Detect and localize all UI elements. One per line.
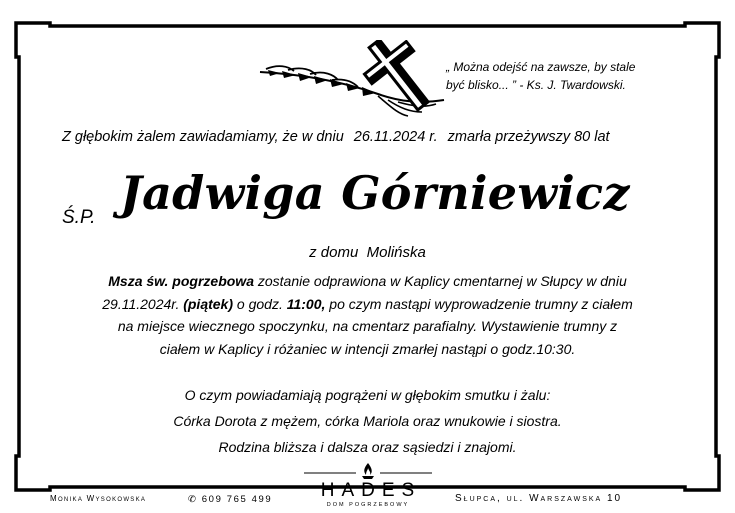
mourners [40, 382, 695, 460]
mourners-line-3: Rodzina bliższa i dalsza oraz sąsiedzi i znajomi. [218, 439, 517, 455]
funeral-day: (piątek) [183, 295, 234, 312]
funeral-home-logo [300, 462, 436, 512]
mass-line-4: ciałem w Kaplicy i różaniec w intencji zmarłej nastąpi o godz.10:30. [159, 340, 576, 357]
quote [446, 58, 686, 94]
deceased-name: Jadwiga Górniewicz [120, 166, 630, 220]
announcement-intro [62, 129, 702, 145]
flame-icon [300, 462, 436, 482]
funeral-home-address: Słupca, ul. Warszawska 10 [455, 493, 623, 504]
quote-line-1: „ Można odejść na zawsze, by stale [446, 60, 636, 74]
mass-line-2-mid: o godz. [233, 295, 287, 312]
maiden-name-line [0, 244, 735, 261]
mass-line-2-rest: po czym nastąpi wyprowadzenie trumny z ciałem [325, 295, 633, 312]
mourners-line-1: O czym powiadamiają pogrążeni w głębokim smutku i żalu: [184, 387, 551, 403]
death-date: 26.11.2024 r. [353, 129, 438, 145]
sp-prefix: Ś.P. [62, 207, 96, 228]
mourners-line-2: Córka Dorota z mężem, córka Mariola oraz wnukowie i siostra. [173, 413, 562, 429]
funeral-date: 29.11.2024r. [102, 295, 184, 312]
contact-phone: ✆ 609 765 499 [188, 494, 273, 505]
contact-person: Monika Wysokowska [50, 494, 147, 503]
intro-text: Z głębokim żalem zawiadamiamy, że w dniu [62, 129, 344, 145]
maiden-label: z domu [309, 244, 359, 261]
quote-line-2: być blisko... ” - Ks. J. Twardowski. [446, 78, 626, 92]
maiden-name: Molińska [366, 244, 426, 261]
cross-with-palm-icon [258, 40, 448, 120]
logo-subtitle: DOM POGRZEBOWY [326, 502, 410, 508]
mass-line-3: na miejsce wiecznego spoczynku, na cmentarz parafialny. Wystawienie trumny z [117, 318, 618, 334]
funeral-mass-info [40, 270, 695, 360]
logo-name: HADES [320, 480, 422, 501]
intro-age-text: zmarła przeżywszy 80 lat [447, 129, 610, 145]
funeral-time: 11:00, [286, 295, 326, 312]
mass-heading: Msza św. pogrzebowa [108, 273, 254, 289]
mass-line-1: zostanie odprawiona w Kaplicy cmentarnej w Słupcy w dniu [253, 273, 627, 289]
